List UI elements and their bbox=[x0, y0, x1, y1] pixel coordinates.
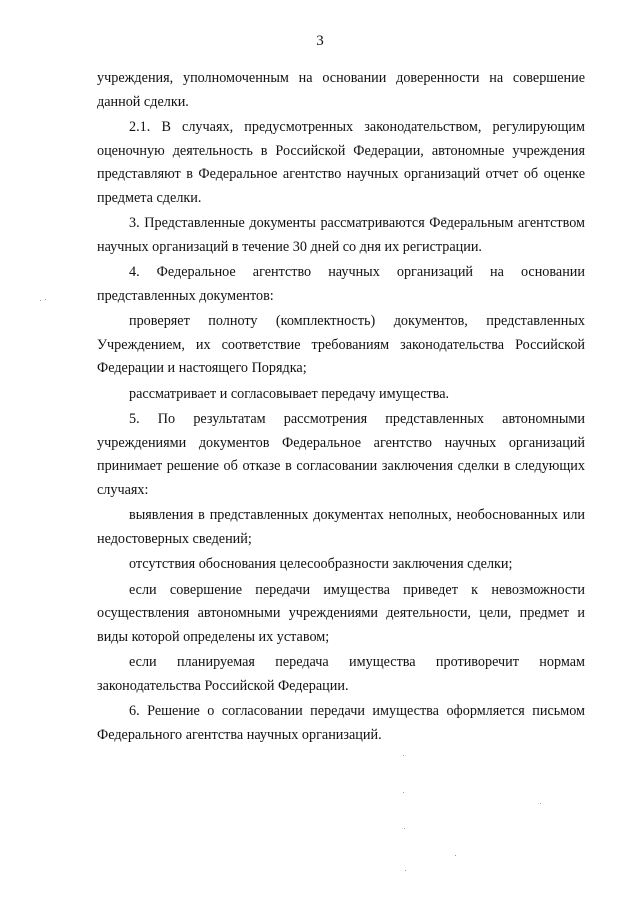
page-number: 3 bbox=[316, 33, 324, 49]
document-body bbox=[97, 67, 585, 749]
paragraph-5-case-incomplete: выявления в представленных документах неполных, необоснованных или недостоверных сведений; bbox=[97, 507, 585, 547]
paragraph-4-item-review: рассматривает и согласовывает передачу имущества. bbox=[129, 385, 450, 402]
paragraph-continuation: учреждения, уполномоченным на основании доверенности на совершение данной сделки. bbox=[97, 70, 585, 110]
paragraph-5-case-impossibility: если совершение передачи имущества приведет к невозможности осуществления автономными учреждениями деятельности, цели, предмет и виды которой определены их уставом; bbox=[97, 581, 585, 645]
paragraph-5-case-no-justification: отсутствия обоснования целесообразности заключения сделки; bbox=[129, 556, 513, 573]
paragraph-3: 3. Представленные документы рассматриваются Федеральным агентством научных организаций в течение 30 дней со дня их регистрации. bbox=[97, 215, 585, 255]
paragraph-4: 4. Федеральное агентство научных организаций на основании представленных документов: bbox=[97, 264, 585, 304]
paragraph-5: 5. По результатам рассмотрения представленных автономными учреждениями документов Федеральное агентство научных организаций принимает решение об отказе в согласовании заключения сделки в следующих случаях: bbox=[97, 411, 585, 498]
paragraph-4-item-check: проверяет полноту (комплектность) документов, представленных Учреждением, их соответствие требованиям законодательства Российской Федерации и настоящего Порядка; bbox=[97, 313, 585, 377]
paragraph-2-1: 2.1. В случаях, предусмотренных законодательством, регулирующим оценочную деятельность в Российской Федерации, автономные учреждения представляют в Федеральное агентство научных организаций отчет об оценке предмета сделки. bbox=[97, 118, 585, 206]
paragraph-6: 6. Решение о согласовании передачи имущества оформляется письмом Федерального агентства научных организаций. bbox=[97, 703, 585, 743]
paragraph-5-case-contradiction: если планируемая передача имущества противоречит нормам законодательства Российской Федерации. bbox=[97, 654, 585, 694]
